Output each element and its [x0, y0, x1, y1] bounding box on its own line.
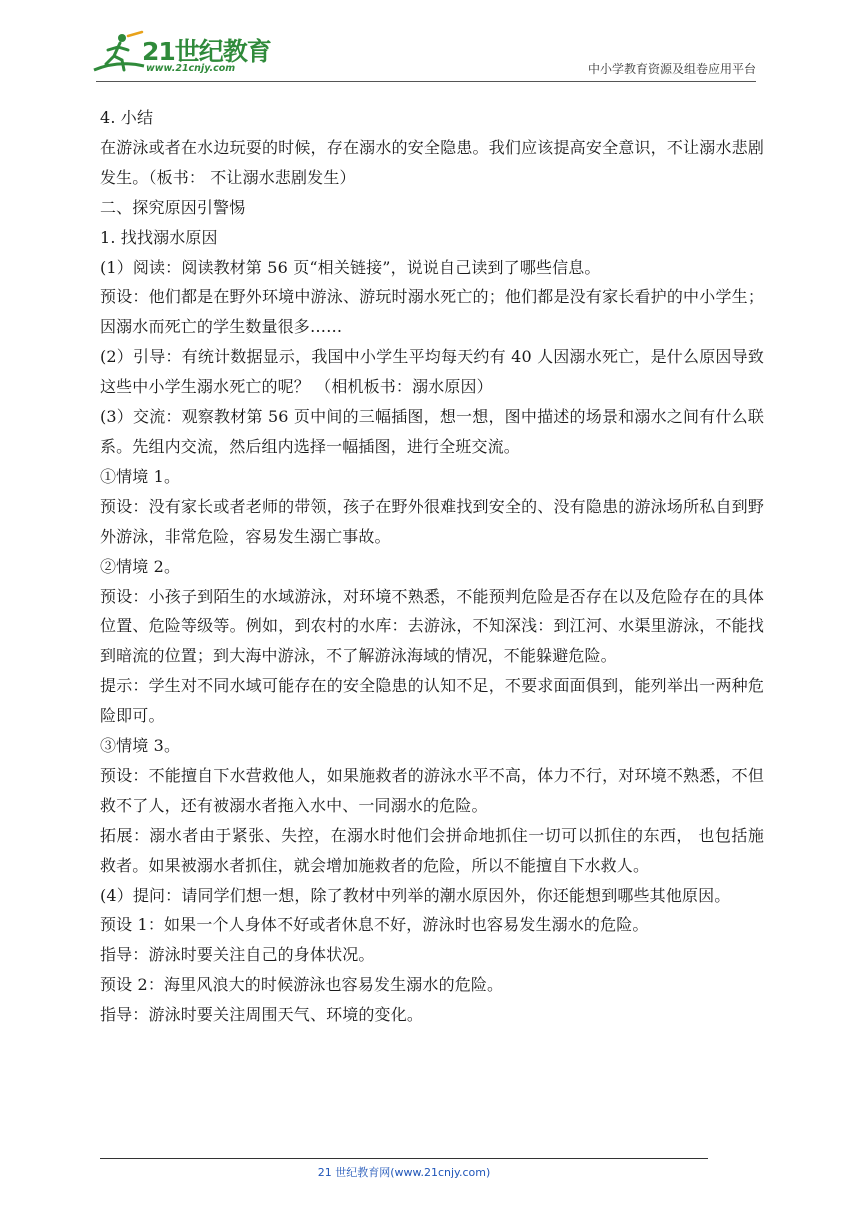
paragraph: ①情境 1。	[100, 466, 181, 486]
paragraph: 指导：游泳时要关注周围天气、环境的变化。	[100, 1005, 424, 1025]
paragraph: ③情境 3。	[100, 736, 181, 756]
page-header	[0, 0, 860, 90]
footer-divider	[100, 1158, 708, 1159]
paragraph: 预设：没有家长或者老师的带领，孩子在野外很难找到安全的、没有隐患的游泳场所私自到野外游泳，非常危险，容易发生溺亡事故。	[100, 496, 764, 546]
logo-text: 21世纪教育	[142, 37, 271, 66]
paragraph: 提示：学生对不同水域可能存在的安全隐患的认知不足，不要求面面俱到，能列举出一两种危险即可。	[100, 676, 764, 726]
header-divider	[96, 81, 756, 82]
paragraph: 二、探究原因引警惕	[100, 197, 246, 217]
paragraph: 预设：小孩子到陌生的水域游泳，对环境不熟悉，不能预判危险是否存在以及危险存在的具体位置、危险等级等。例如，到农村的水库：去游泳，不知深浅：到江河、水渠里游泳，不能找到暗流的位置；到大海中游泳，不了解游泳海域的情况，不能躲避危险。	[100, 586, 764, 666]
paragraph: 预设 1：如果一个人身体不好或者休息不好，游泳时也容易发生溺水的危险。	[100, 915, 649, 935]
paragraph: 指导：游泳时要关注自己的身体状况。	[100, 945, 375, 965]
paragraph: 拓展：溺水者由于紧张、失控，在溺水时他们会拼命地抓住一切可以抓住的东西， 也包括施救者。如果被溺水者抓住，就会增加施救者的危险，所以不能擅自下水救人。	[100, 825, 764, 875]
page-footer: 21 世纪教育网(www.21cnjy.com)	[317, 1166, 491, 1179]
logo	[92, 30, 271, 78]
paragraph: 在游泳或者在水边玩耍的时候，存在溺水的安全隐患。我们应该提高安全意识，不让溺水悲剧发生。（板书： 不让溺水悲剧发生）	[100, 137, 764, 187]
paragraph: (1）阅读：阅读教材第 56 页“相关链接”，说说自己读到了哪些信息。	[100, 257, 601, 277]
paragraph: (2）引导：有统计数据显示，我国中小学生平均每天约有 40 人因溺水死亡，是什么原因导致这些中小学生溺水死亡的呢？ （相机板书：溺水原因）	[100, 347, 764, 397]
document-body	[100, 103, 764, 1030]
paragraph: 1. 找找溺水原因	[100, 227, 218, 247]
paragraph: 预设 2：海里风浪大的时候游泳也容易发生溺水的危险。	[100, 975, 504, 995]
paragraph: 预设：他们都是在野外环境中游泳、游玩时溺水死亡的；他们都是没有家长看护的中小学生；因溺水而死亡的学生数量很多……	[100, 287, 764, 337]
paragraph: 预设：不能擅自下水营救他人，如果施救者的游泳水平不高，体力不行，对环境不熟悉，不但救不了人，还有被溺水者拖入水中、一同溺水的危险。	[100, 765, 764, 815]
platform-label: 中小学教育资源及组卷应用平台	[587, 62, 756, 76]
paragraph: (3）交流：观察教材第 56 页中间的三幅插图，想一想，图中描述的场景和溺水之间有什么联系。先组内交流，然后组内选择一幅插图，进行全班交流。	[100, 407, 764, 456]
logo-url: www.21cnjy.com	[146, 63, 236, 74]
paragraph: 4. 小结	[100, 108, 154, 127]
runner-logo-icon	[92, 30, 148, 78]
paragraph: ②情境 2。	[100, 556, 181, 576]
paragraph: (4）提问：请同学们想一想，除了教材中列举的潮水原因外，你还能想到哪些其他原因。	[100, 885, 731, 905]
